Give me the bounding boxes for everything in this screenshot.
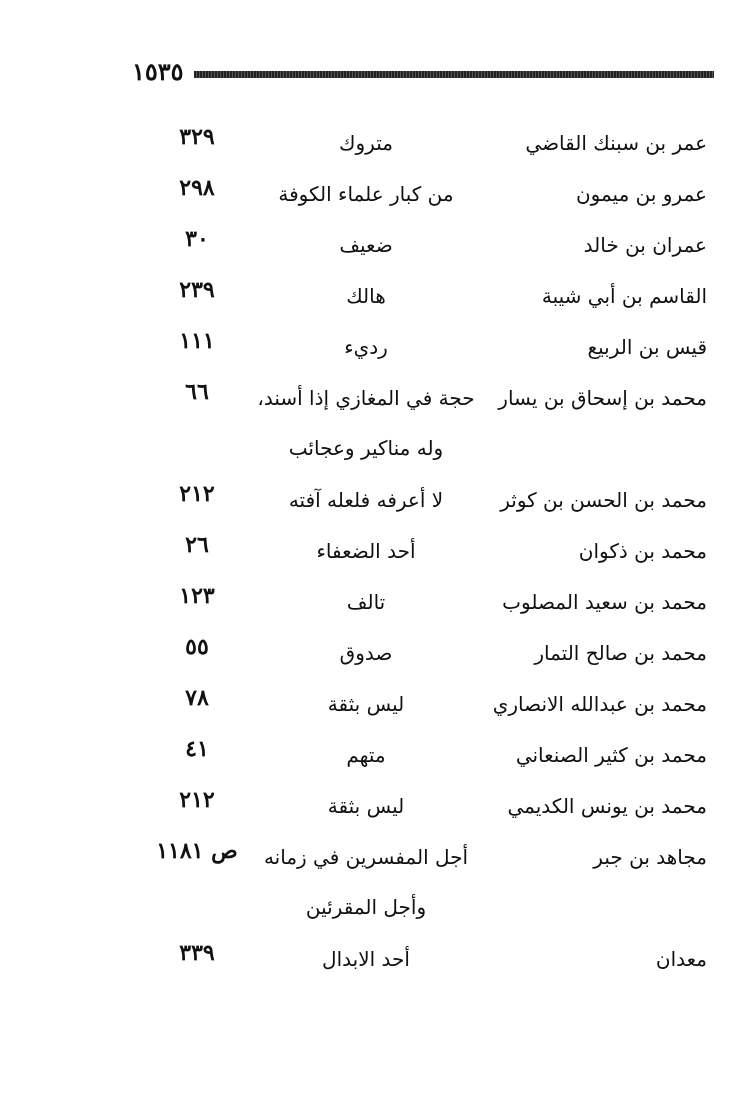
table-row	[0, 679, 747, 730]
page-reference: ١٢٣	[179, 583, 215, 609]
narrator-verdict: متروك	[339, 131, 393, 155]
table-row	[0, 118, 747, 169]
page-reference: ٤١	[185, 736, 209, 762]
page-reference: ٣٠	[185, 226, 209, 252]
narrator-verdict: أحد الضعفاء	[316, 539, 416, 563]
narrator-name: محمد بن عبدالله الانصاري	[492, 692, 707, 716]
table-row	[0, 220, 747, 271]
page-reference: ١١١	[179, 328, 215, 354]
table-row	[0, 832, 747, 934]
page-reference: ٣٢٩	[179, 124, 215, 150]
page-number: ١٥٣٥	[132, 57, 184, 86]
narrator-verdict: صدوق	[339, 641, 393, 665]
narrator-verdict: أجل المفسرين في زمانه وأجل المقرئين	[263, 845, 469, 919]
page-reference: ٣٣٩	[179, 940, 215, 966]
narrator-name: مجاهد بن جبر	[593, 845, 707, 869]
table-row	[0, 373, 747, 475]
page-reference: ٢٣٩	[179, 277, 215, 303]
table-row	[0, 781, 747, 832]
page-reference: ٢٦	[185, 532, 209, 558]
narrator-name: عمرو بن ميمون	[575, 182, 707, 206]
narrator-verdict: حجة في المغازي إذا أسند، وله مناكير وعجائب	[257, 386, 475, 460]
narrator-name: معدان	[655, 947, 707, 971]
narrator-name: محمد بن إسحاق بن يسار	[498, 386, 707, 410]
narrator-verdict: ضعيف	[339, 233, 393, 257]
narrator-name: محمد بن صالح التمار	[534, 641, 707, 665]
narrator-verdict: أحد الابدال	[322, 947, 410, 971]
page-reference: ٢١٢	[179, 481, 215, 507]
page-reference: ٥٥	[185, 634, 209, 660]
narrator-name: القاسم بن أبي شيبة	[541, 284, 707, 308]
narrator-name: محمد بن الحسن بن كوثر	[500, 488, 707, 512]
table-row	[0, 730, 747, 781]
table-row	[0, 322, 747, 373]
narrator-verdict: ليس بثقة	[327, 794, 405, 818]
table-row	[0, 934, 747, 985]
narrator-verdict: من كبار علماء الكوفة	[278, 182, 454, 206]
page-reference: ٢٩٨	[179, 175, 215, 201]
page-reference: ٢١٢	[179, 787, 215, 813]
table-row	[0, 169, 747, 220]
table-row	[0, 475, 747, 526]
table-row	[0, 271, 747, 322]
narrator-verdict: لا أعرفه فلعله آفته	[288, 488, 444, 512]
narrator-index-table	[0, 118, 747, 985]
table-row	[0, 577, 747, 628]
narrator-name: محمد بن سعيد المصلوب	[502, 590, 707, 614]
narrator-name: قيس بن الربيع	[587, 335, 707, 359]
narrator-name: عمر بن سبنك القاضي	[525, 131, 707, 155]
table-row	[0, 628, 747, 679]
page-reference: ص ١١٨١	[156, 838, 238, 864]
narrator-verdict: ليس بثقة	[327, 692, 405, 716]
page-reference: ٦٦	[185, 379, 209, 405]
table-row	[0, 526, 747, 577]
narrator-verdict: هالك	[346, 284, 386, 308]
header-rule	[194, 71, 714, 78]
narrator-name: محمد بن يونس الكديمي	[507, 794, 707, 818]
narrator-name: محمد بن ذكوان	[578, 539, 707, 563]
narrator-name: عمران بن خالد	[583, 233, 707, 257]
page-reference: ٧٨	[185, 685, 209, 711]
narrator-verdict: تالف	[346, 590, 386, 614]
narrator-name: محمد بن كثير الصنعاني	[515, 743, 707, 767]
narrator-verdict: متهم	[346, 743, 386, 767]
narrator-verdict: رديء	[344, 335, 388, 359]
